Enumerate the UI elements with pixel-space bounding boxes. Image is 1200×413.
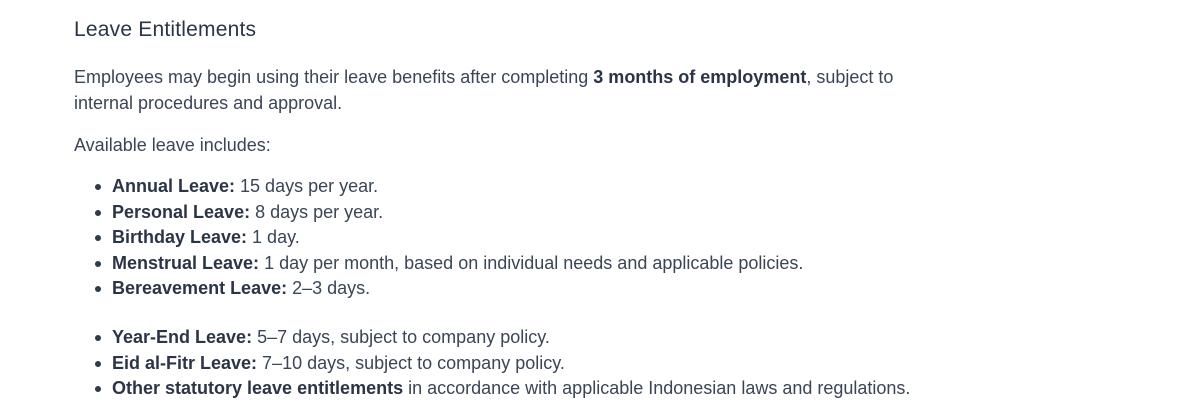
available-leave-label: Available leave includes: <box>74 135 271 155</box>
intro-paragraph <box>74 64 934 116</box>
leave-name: Eid al-Fitr Leave: <box>112 352 258 373</box>
leave-name: Year-End Leave: <box>112 327 253 347</box>
list-item <box>74 174 803 200</box>
bullet-icon <box>95 335 101 341</box>
leave-name: Annual Leave: <box>112 176 236 196</box>
leave-detail: 1 day. <box>247 227 300 247</box>
list-item <box>74 225 803 251</box>
list-item <box>74 200 803 226</box>
bullet-icon <box>95 210 101 216</box>
leave-detail: 1 day per month, based on individual needs and applicable policies. <box>259 252 804 273</box>
leave-detail: 5–7 days, subject to company policy. <box>252 327 550 347</box>
bullet-icon <box>95 261 101 267</box>
leave-name: Birthday Leave: <box>112 227 248 247</box>
list-item <box>74 251 803 277</box>
bullet-icon <box>95 286 101 292</box>
leave-detail: 15 days per year. <box>235 176 379 196</box>
list-item <box>74 351 910 377</box>
intro-text-start: Employees may begin using their leave benefits after completing <box>74 67 594 87</box>
leave-list-primary <box>74 174 803 302</box>
section-title: Leave Entitlements <box>74 18 257 41</box>
intro-text-end: , subject to internal procedures and approval. <box>74 67 894 113</box>
bullet-icon <box>95 184 101 190</box>
leave-detail: 8 days per year. <box>250 201 384 222</box>
leave-detail: 2–3 days. <box>287 278 371 298</box>
bullet-icon <box>95 386 101 392</box>
list-item <box>74 376 910 402</box>
bullet-icon <box>95 361 101 367</box>
bullet-icon <box>95 235 101 241</box>
intro-emphasis: 3 months of employment <box>593 67 807 87</box>
leave-detail: in accordance with applicable Indonesian laws and regulations. <box>403 378 911 398</box>
list-item <box>74 276 803 302</box>
leave-name: Bereavement Leave: <box>112 278 288 298</box>
leave-name: Menstrual Leave: <box>112 252 260 273</box>
leave-detail: 7–10 days, subject to company policy. <box>257 352 565 373</box>
list-item <box>74 325 910 351</box>
leave-list-secondary <box>74 325 910 402</box>
leave-name: Personal Leave: <box>112 201 251 222</box>
leave-name: Other statutory leave entitlements <box>112 378 404 398</box>
